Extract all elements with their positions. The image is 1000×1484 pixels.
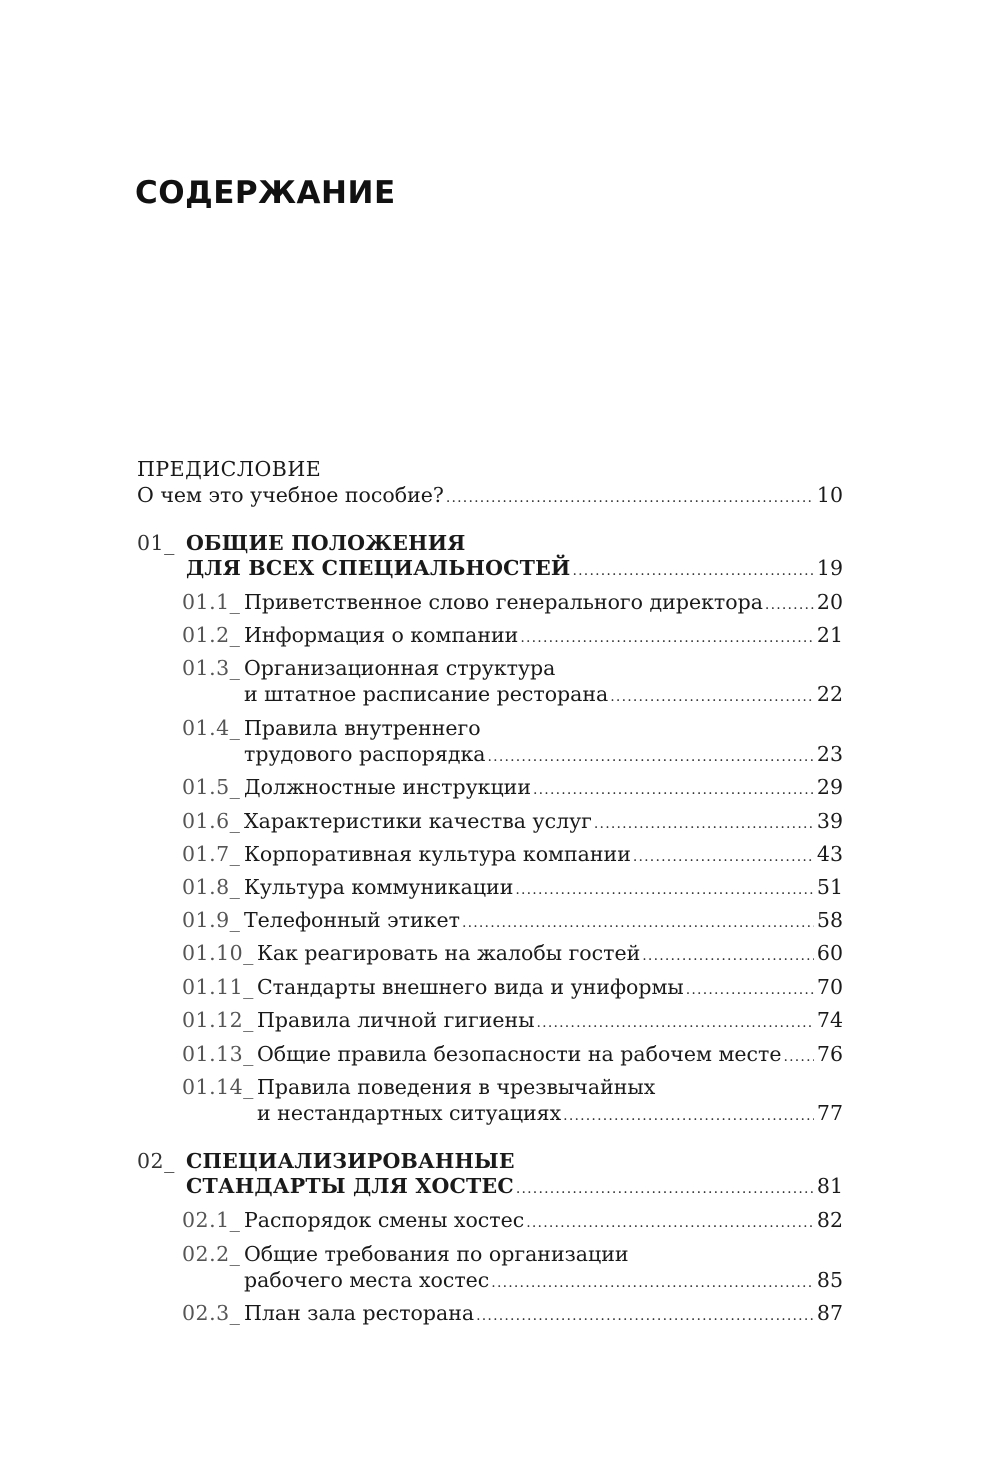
dot-leader <box>520 623 814 653</box>
dot-leader <box>765 590 814 620</box>
entry-title: Должностные инструкции <box>244 775 531 799</box>
dot-leader <box>563 1101 814 1131</box>
toc-entry-01-8[interactable] <box>0 872 1000 902</box>
section-number: 01.4_ <box>182 716 241 740</box>
page-number: 20 <box>816 590 843 614</box>
entry-title: Культура коммуникации <box>244 875 514 899</box>
dot-leader <box>533 775 814 805</box>
section-number: 01.8_ <box>182 875 241 899</box>
section-number: 01.9_ <box>182 908 241 932</box>
section-number: 01.10_ <box>182 941 254 965</box>
toc-entry-01-14[interactable] <box>0 1098 1000 1128</box>
toc-entry-02-3[interactable] <box>0 1298 1000 1328</box>
toc-entry-preface[interactable] <box>0 480 1000 510</box>
entry-title: Правила личной гигиены <box>257 1008 535 1032</box>
toc-entry-01-2[interactable] <box>0 620 1000 650</box>
page-number: 77 <box>816 1101 843 1125</box>
dot-leader <box>462 908 814 938</box>
toc-entry-01-6[interactable] <box>0 806 1000 836</box>
section-number: 01.11_ <box>182 975 254 999</box>
dot-leader <box>594 809 814 839</box>
toc-entry-link[interactable] <box>244 905 843 938</box>
entry-title: Стандарты внешнего вида и униформы <box>257 975 684 999</box>
page-number: 22 <box>816 682 843 706</box>
section-number: 01.14_ <box>182 1075 254 1099</box>
dot-leader <box>446 483 814 513</box>
toc-entry-01-13[interactable] <box>0 1039 1000 1069</box>
entry-title: Организационная структура <box>244 656 556 680</box>
toc-entry-link[interactable] <box>257 938 843 971</box>
page-number: 82 <box>816 1208 843 1232</box>
entry-title: Корпоративная культура компании <box>244 842 631 866</box>
toc-entry-01-10[interactable] <box>0 938 1000 968</box>
chapter-title: ОБЩИЕ ПОЛОЖЕНИЯ <box>186 531 466 555</box>
toc-entry-01-9[interactable] <box>0 905 1000 935</box>
chapter-title: СПЕЦИАЛИЗИРОВАННЫЕ <box>186 1149 515 1173</box>
section-number: 02.2_ <box>182 1242 241 1266</box>
toc-entry-link[interactable] <box>244 679 843 712</box>
page-number: 51 <box>816 875 843 899</box>
toc-entry-link[interactable] <box>244 772 843 805</box>
dot-leader <box>610 682 814 712</box>
entry-title: Информация о компании <box>244 623 519 647</box>
toc-entry-02-1[interactable] <box>0 1205 1000 1235</box>
page-number: 60 <box>816 941 843 965</box>
dot-leader <box>476 1301 814 1331</box>
chapter-title-cont: СТАНДАРТЫ ДЛЯ ХОСТЕС <box>186 1174 514 1198</box>
section-number: 01.7_ <box>182 842 241 866</box>
entry-title: План зала ресторана <box>244 1301 475 1325</box>
section-number: 01.6_ <box>182 809 241 833</box>
entry-title: Правила поведения в чрезвычайных <box>257 1075 656 1099</box>
section-number: 01.1_ <box>182 590 241 614</box>
toc-entry-link[interactable] <box>244 587 843 620</box>
page-number: 85 <box>816 1268 843 1292</box>
toc-entry-link[interactable] <box>244 839 843 872</box>
toc-entry-01-7[interactable] <box>0 839 1000 869</box>
dot-leader <box>783 1042 813 1072</box>
section-number: 02.3_ <box>182 1301 241 1325</box>
toc-entry-01-4[interactable] <box>0 739 1000 769</box>
toc-entry-link[interactable] <box>257 972 843 1005</box>
chapter-number: 02_ <box>137 1149 175 1173</box>
toc-entry-link[interactable] <box>186 1171 843 1204</box>
toc-entry-02-2[interactable] <box>0 1265 1000 1295</box>
toc-entry-link[interactable] <box>186 553 843 586</box>
section-number: 01.3_ <box>182 656 241 680</box>
entry-title: Характеристики качества услуг <box>244 809 592 833</box>
page-number: 10 <box>816 483 843 507</box>
dot-leader <box>516 1174 814 1204</box>
section-number: 01.5_ <box>182 775 241 799</box>
toc-entry-01-5[interactable] <box>0 772 1000 802</box>
toc-entry-chapter-02[interactable] <box>0 1171 1000 1201</box>
toc-entry-chapter-01[interactable] <box>0 553 1000 583</box>
toc-entry-link[interactable] <box>244 872 843 905</box>
toc-entry-01-11[interactable] <box>0 972 1000 1002</box>
page-number: 58 <box>816 908 843 932</box>
dot-leader <box>633 842 814 872</box>
toc-entry-01-1[interactable] <box>0 587 1000 617</box>
toc-entry-link[interactable] <box>244 806 843 839</box>
section-number: 01.12_ <box>182 1008 254 1032</box>
page-number: 21 <box>816 623 843 647</box>
toc-entry-link[interactable] <box>244 620 843 653</box>
page-number: 70 <box>816 975 843 999</box>
chapter-number: 01_ <box>137 531 175 555</box>
chapter-title-cont: ДЛЯ ВСЕХ СПЕЦИАЛЬНОСТЕЙ <box>186 556 571 580</box>
page-number: 74 <box>816 1008 843 1032</box>
entry-title: Общие требования по организации <box>244 1242 629 1266</box>
page-number: 43 <box>816 842 843 866</box>
entry-title-cont: и штатное расписание ресторана <box>244 682 609 706</box>
toc-entry-link[interactable] <box>257 1098 843 1131</box>
dot-leader <box>515 875 814 905</box>
page-number: 76 <box>816 1042 843 1066</box>
toc-entry-link[interactable] <box>244 1265 843 1298</box>
toc-entry-01-12[interactable] <box>0 1005 1000 1035</box>
section-number: 02.1_ <box>182 1208 241 1232</box>
page-number: 29 <box>816 775 843 799</box>
entry-title: Общие правила безопасности на рабочем месте <box>257 1042 782 1066</box>
dot-leader <box>537 1008 814 1038</box>
toc-entry-link[interactable] <box>257 1039 843 1072</box>
entry-title: Как реагировать на жалобы гостей <box>257 941 641 965</box>
toc-entry-link[interactable] <box>137 480 843 513</box>
entry-title-cont: рабочего места хостес <box>244 1268 490 1292</box>
dot-leader <box>491 1268 814 1298</box>
entry-title: Телефонный этикет <box>244 908 460 932</box>
dot-leader <box>642 941 814 971</box>
toc-entry-link[interactable] <box>244 739 843 772</box>
page-number: 81 <box>816 1174 843 1198</box>
toc-entry-link[interactable] <box>257 1005 843 1038</box>
page-number: 19 <box>816 556 843 580</box>
toc-entry-link[interactable] <box>244 1298 843 1331</box>
entry-title-cont: трудового распорядка <box>244 742 486 766</box>
entry-title: Приветственное слово генерального директора <box>244 590 763 614</box>
toc-entry-01-3[interactable] <box>0 679 1000 709</box>
dot-leader <box>573 556 814 586</box>
section-number: 01.13_ <box>182 1042 254 1066</box>
page-number: 39 <box>816 809 843 833</box>
page-title: СОДЕРЖАНИЕ <box>135 175 396 211</box>
entry-title: Правила внутреннего <box>244 716 481 740</box>
dot-leader <box>526 1208 814 1238</box>
entry-title-cont: и нестандартных ситуациях <box>257 1101 562 1125</box>
entry-title: Распорядок смены хостес <box>244 1208 525 1232</box>
page-number: 23 <box>816 742 843 766</box>
entry-title: О чем это учебное пособие? <box>137 483 444 507</box>
preface-heading: ПРЕДИСЛОВИЕ <box>137 457 322 481</box>
toc-entry-link[interactable] <box>244 1205 843 1238</box>
section-number: 01.2_ <box>182 623 241 647</box>
page-number: 87 <box>816 1301 843 1325</box>
dot-leader <box>686 975 814 1005</box>
dot-leader <box>488 742 814 772</box>
